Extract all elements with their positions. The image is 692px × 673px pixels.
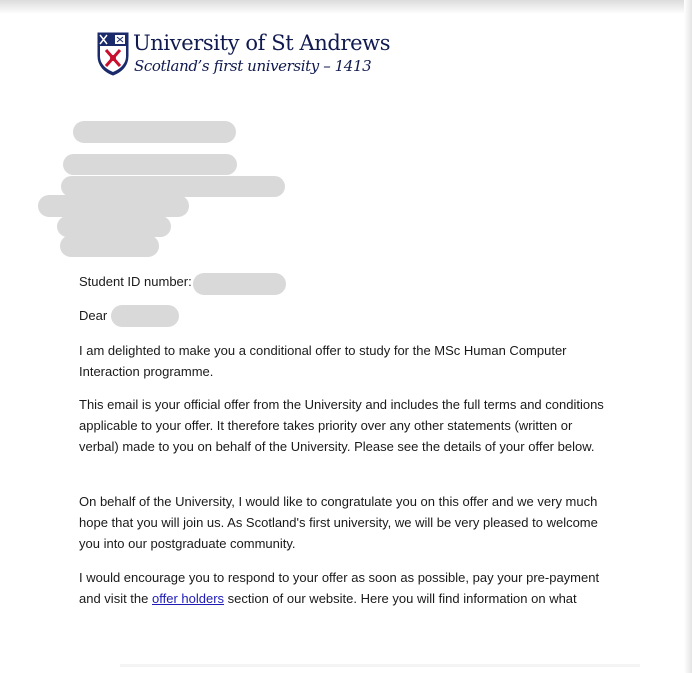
paragraph-respond-text-end: section of our website. Here you will find information on what bbox=[224, 591, 577, 606]
letterhead bbox=[97, 30, 417, 80]
bottom-edge bbox=[120, 664, 640, 667]
redacted-name bbox=[73, 121, 236, 143]
redacted-address-line bbox=[61, 176, 285, 197]
university-crest-icon bbox=[97, 32, 129, 76]
salutation: Dear bbox=[79, 308, 108, 323]
top-shadow bbox=[0, 0, 692, 14]
paragraph-offer: I am delighted to make you a conditional offer to study for the MSc Human Computer Interaction programme. bbox=[79, 343, 567, 379]
offer-holders-link[interactable]: offer holders bbox=[152, 591, 225, 606]
right-edge-shadow bbox=[684, 0, 692, 673]
redacted-address-line bbox=[60, 235, 159, 257]
paragraph-congratulations: On behalf of the University, I would like to congratulate you on this offer and we very much hope that you will join us. As Scotland's first university, we will be very pleased to welcome you into our postgraduate community. bbox=[79, 494, 598, 551]
university-name: University of St Andrews bbox=[133, 31, 391, 55]
paragraph-official-offer: This email is your official offer from the University and includes the full terms and conditions applicable to your offer. It therefore takes priority over any other statements (written or verbal) made to you on behalf of the University. Please see the details of your offer below. bbox=[79, 397, 604, 454]
student-id-label: Student ID number: bbox=[79, 274, 192, 289]
university-tagline: Scotland’s first university – 1413 bbox=[134, 57, 372, 75]
paragraph-respond-text: I would encourage you to respond to your offer as soon as possible, pay your pre-payment and visit the bbox=[79, 570, 600, 606]
redacted-address-line bbox=[63, 154, 237, 175]
redacted-address-line bbox=[57, 216, 171, 237]
paragraph-respond bbox=[79, 567, 619, 609]
redacted-student-id bbox=[193, 273, 286, 295]
redacted-recipient-name bbox=[111, 305, 179, 327]
redacted-address-line bbox=[38, 195, 189, 217]
